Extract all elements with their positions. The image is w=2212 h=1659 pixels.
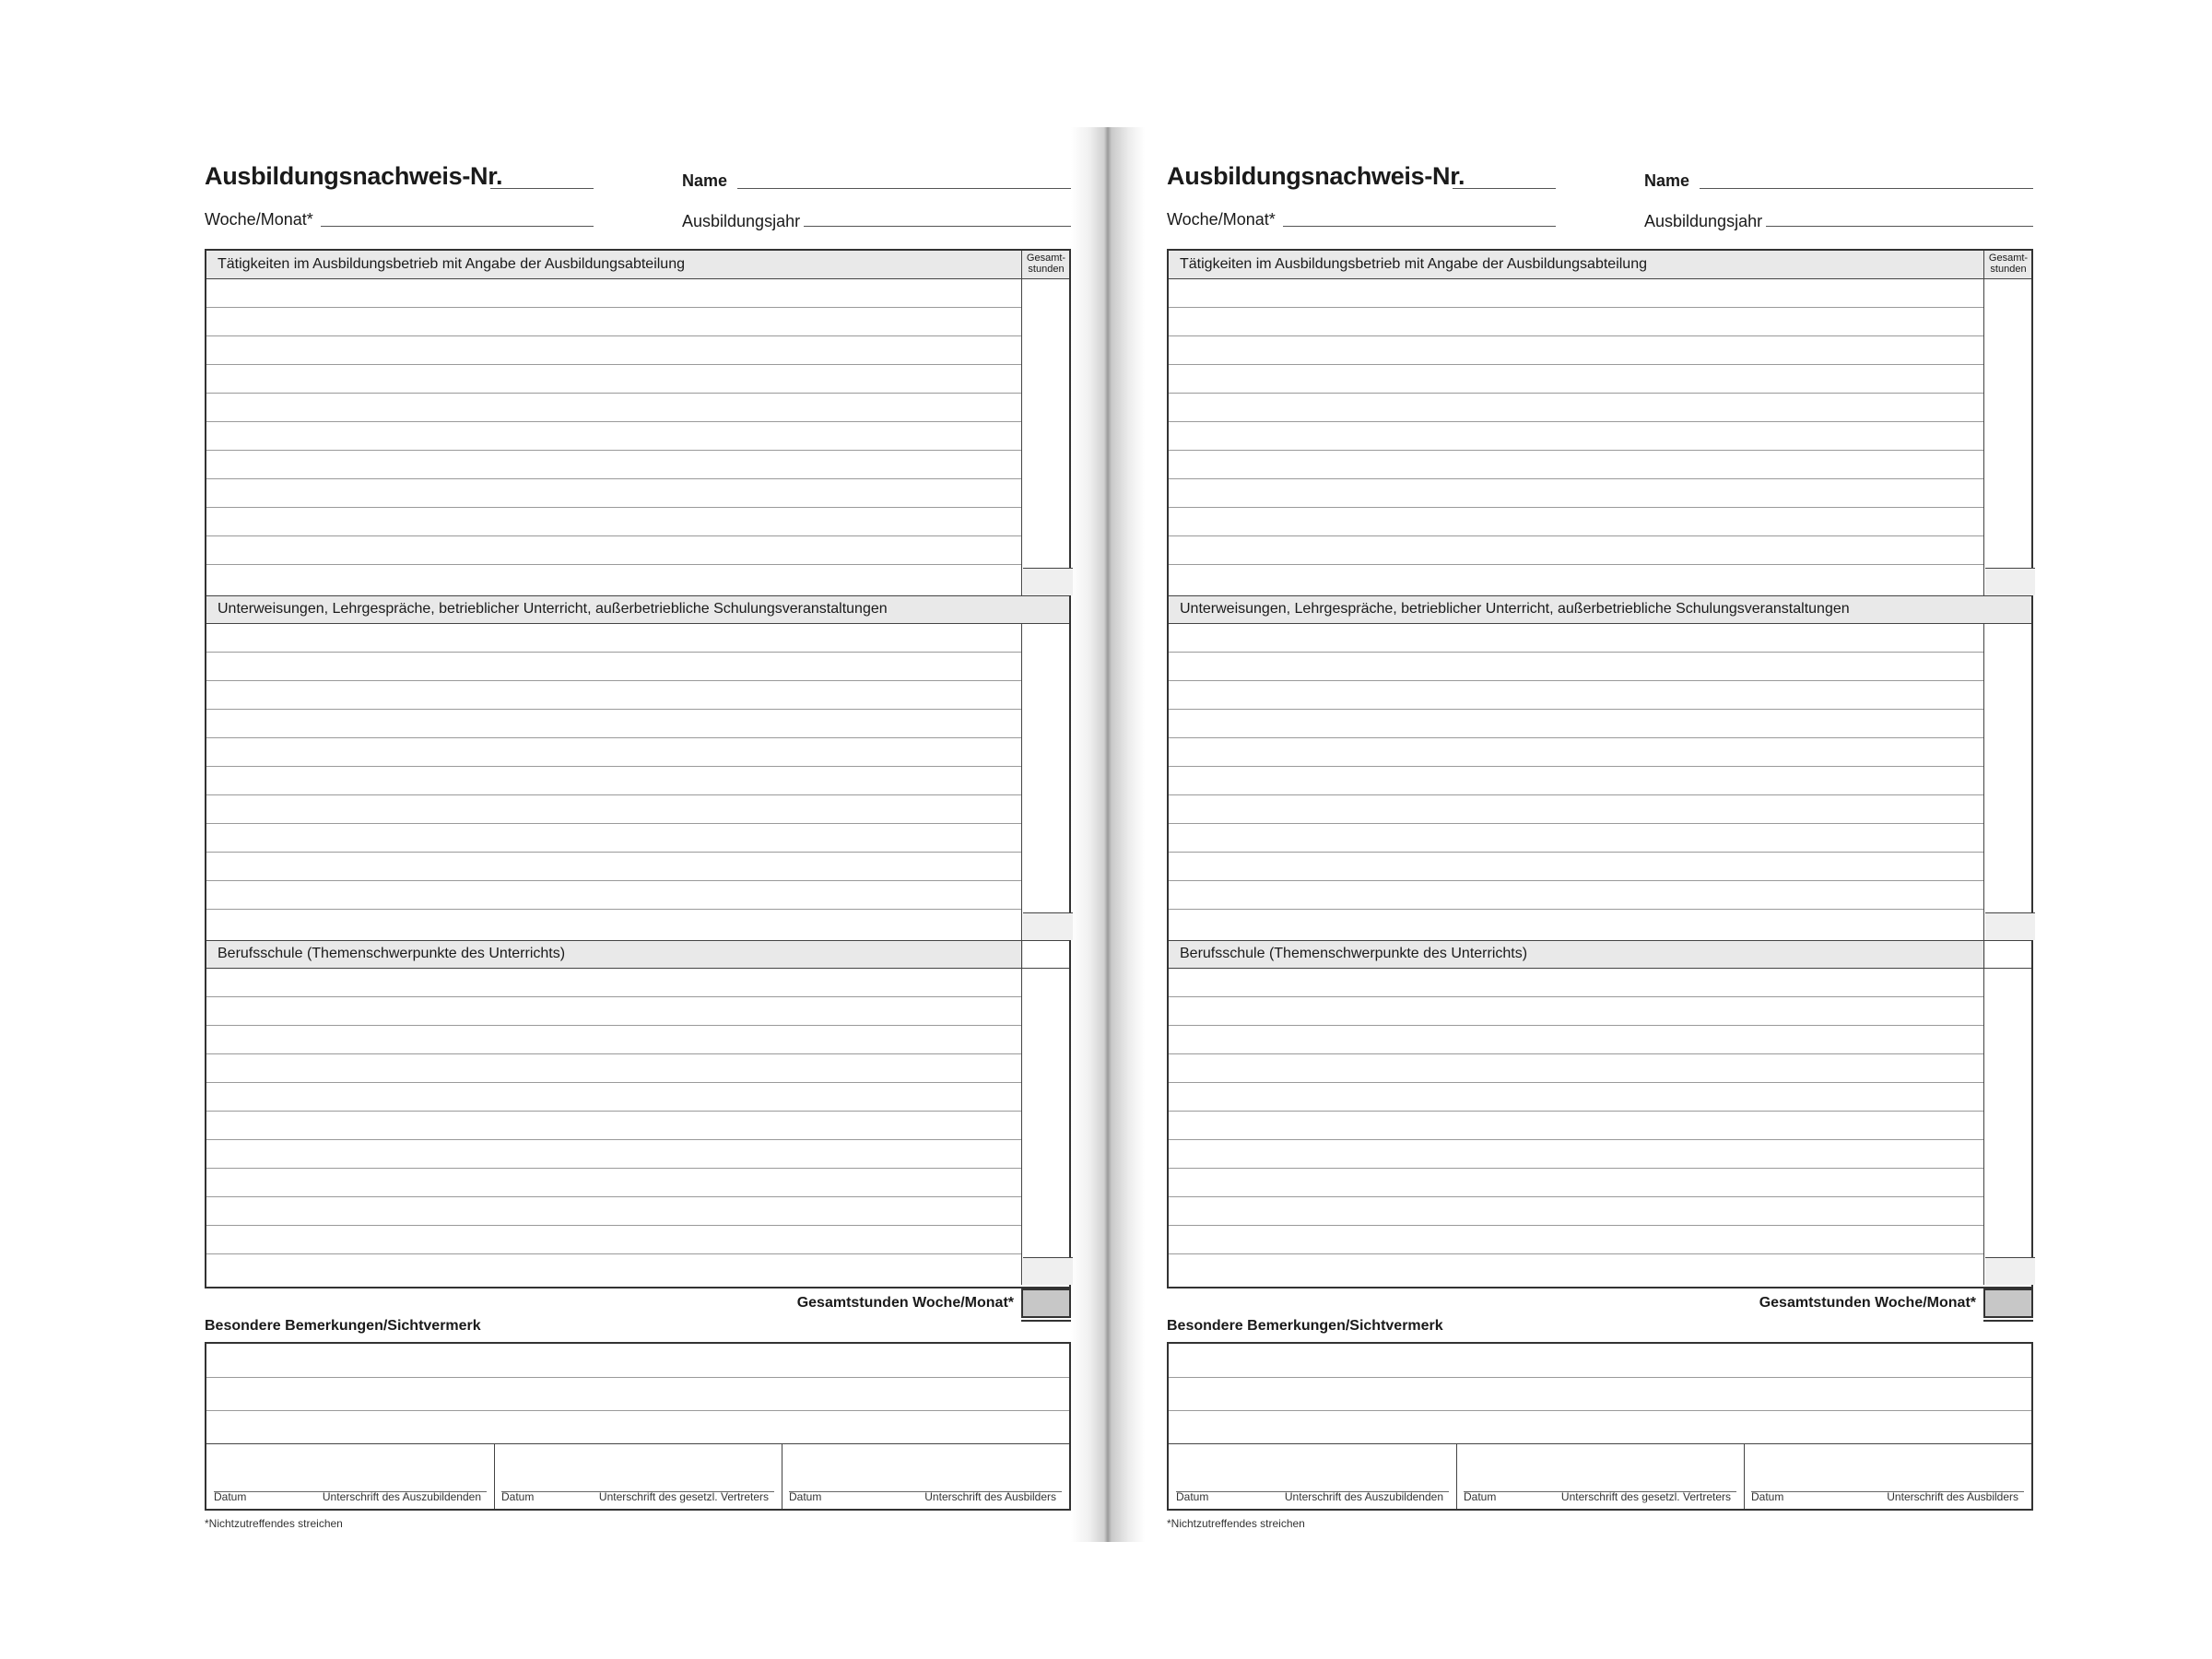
name-field[interactable] (737, 188, 1071, 189)
writing-line[interactable] (206, 737, 1021, 738)
total-hours-label: Gesamtstunden Woche/Monat* (796, 1295, 1014, 1311)
section-hours-cell[interactable] (1985, 623, 2031, 912)
writing-line[interactable] (1169, 1053, 1983, 1054)
section-hours-cell[interactable] (1985, 278, 2031, 568)
signature-role-label: Unterschrift des Auszubildenden (322, 1490, 481, 1503)
writing-line[interactable] (1169, 307, 1983, 308)
writing-line[interactable] (1169, 852, 1983, 853)
writing-line[interactable] (206, 880, 1021, 881)
writing-line[interactable] (1169, 823, 1983, 824)
writing-line[interactable] (206, 1139, 1021, 1140)
remarks-line[interactable] (206, 1410, 1069, 1411)
signature-date-label: Datum (1464, 1490, 1497, 1503)
signature-date-label: Datum (501, 1490, 535, 1503)
section-heading-company: Tätigkeiten im Ausbildungsbetrieb mit Angabe der Ausbildungsabteilung (1169, 251, 1985, 278)
writing-line[interactable] (206, 535, 1021, 536)
signature-date-label: Datum (1176, 1490, 1209, 1503)
writing-line[interactable] (206, 652, 1021, 653)
total-hours-field[interactable] (1021, 1288, 1071, 1318)
signature-date-label: Datum (789, 1490, 822, 1503)
writing-line[interactable] (206, 996, 1021, 997)
writing-line[interactable] (206, 1225, 1021, 1226)
writing-line[interactable] (206, 709, 1021, 710)
report-page-right (1167, 0, 2033, 1659)
writing-line[interactable] (206, 307, 1021, 308)
page-title: Ausbildungsnachweis-Nr. (1167, 162, 1465, 190)
writing-line[interactable] (1169, 1111, 1983, 1112)
page-title: Ausbildungsnachweis-Nr. (205, 162, 503, 190)
writing-line[interactable] (206, 478, 1021, 479)
section-hours-cell[interactable] (1023, 968, 1069, 1257)
training-year-field[interactable] (804, 226, 1071, 227)
section-subtotal-cell[interactable] (1985, 568, 2035, 595)
signature-role-label: Unterschrift des Ausbilders (924, 1490, 1056, 1503)
activity-table (1167, 249, 2033, 1288)
footnote: *Nichtzutreffendes streichen (205, 1517, 343, 1530)
writing-line[interactable] (206, 1111, 1021, 1112)
writing-line[interactable] (1169, 450, 1983, 451)
section-hours-cell[interactable] (1023, 278, 1069, 568)
signature-role-label: Unterschrift des gesetzl. Vertreters (1560, 1490, 1731, 1503)
section-heading-company: Tätigkeiten im Ausbildungsbetrieb mit Angabe der Ausbildungsabteilung (206, 251, 1023, 278)
writing-line[interactable] (1169, 737, 1983, 738)
hours-column-header: Gesamt- stunden (1985, 251, 2031, 278)
writing-line[interactable] (206, 1053, 1021, 1054)
week-month-field[interactable] (321, 226, 594, 227)
writing-line[interactable] (206, 823, 1021, 824)
section-hours-cell[interactable] (1985, 968, 2031, 1257)
writing-line[interactable] (1169, 909, 1983, 910)
writing-line[interactable] (206, 1025, 1021, 1026)
signature-date-label: Datum (214, 1490, 247, 1503)
section-subtotal-cell[interactable] (1985, 912, 2035, 940)
signature-role-label: Unterschrift des gesetzl. Vertreters (598, 1490, 769, 1503)
writing-line[interactable] (206, 507, 1021, 508)
writing-line[interactable] (206, 766, 1021, 767)
writing-line[interactable] (1169, 1225, 1983, 1226)
section-subtotal-cell[interactable] (1023, 568, 1073, 595)
writing-line[interactable] (1169, 421, 1983, 422)
writing-line[interactable] (206, 335, 1021, 336)
section-heading-instruction: Unterweisungen, Lehrgespräche, betrieblicher Unterricht, außerbetriebliche Schulungsveranstaltungen (206, 595, 1069, 623)
writing-line[interactable] (1169, 364, 1983, 365)
writing-line[interactable] (1169, 680, 1983, 681)
signature-role-label: Unterschrift des Auszubildenden (1284, 1490, 1443, 1503)
remarks-line[interactable] (1169, 1377, 2031, 1378)
writing-line[interactable] (1169, 535, 1983, 536)
writing-line[interactable] (1169, 335, 1983, 336)
hours-column-header: Gesamt- stunden (1023, 251, 1069, 278)
writing-line[interactable] (206, 450, 1021, 451)
report-number-field[interactable] (490, 188, 594, 189)
writing-line[interactable] (1169, 709, 1983, 710)
writing-line[interactable] (206, 909, 1021, 910)
total-hours-field[interactable] (1983, 1288, 2033, 1318)
writing-line[interactable] (206, 794, 1021, 795)
training-year-label: Ausbildungsjahr (1644, 212, 1763, 230)
writing-line[interactable] (206, 1168, 1021, 1169)
report-page-left (205, 0, 1071, 1659)
signature-role-label: Unterschrift des Ausbilders (1887, 1490, 2018, 1503)
writing-line[interactable] (1169, 1139, 1983, 1140)
writing-line[interactable] (1169, 393, 1983, 394)
writing-line[interactable] (1169, 1082, 1983, 1083)
writing-line[interactable] (1169, 1253, 1983, 1254)
writing-line[interactable] (206, 852, 1021, 853)
writing-line[interactable] (206, 421, 1021, 422)
writing-line[interactable] (1169, 652, 1983, 653)
writing-line[interactable] (1169, 1168, 1983, 1169)
writing-line[interactable] (1169, 880, 1983, 881)
activity-table (205, 249, 1071, 1288)
section-heading-school: Berufsschule (Themenschwerpunkte des Unterrichts) (1169, 940, 1985, 968)
section-subtotal-cell[interactable] (1023, 912, 1073, 940)
section-heading-instruction: Unterweisungen, Lehrgespräche, betrieblicher Unterricht, außerbetriebliche Schulungsveranstaltungen (1169, 595, 2031, 623)
name-label: Name (682, 171, 728, 190)
remarks-label: Besondere Bemerkungen/Sichtvermerk (1167, 1318, 1443, 1334)
writing-line[interactable] (1169, 996, 1983, 997)
book-gutter (1071, 127, 1145, 1542)
footnote: *Nichtzutreffendes streichen (1167, 1517, 1305, 1530)
signature-date-label: Datum (1751, 1490, 1784, 1503)
name-field[interactable] (1700, 188, 2033, 189)
section-hours-cell[interactable] (1023, 623, 1069, 912)
writing-line[interactable] (1169, 1025, 1983, 1026)
writing-line[interactable] (206, 393, 1021, 394)
training-year-label: Ausbildungsjahr (682, 212, 801, 230)
week-month-label: Woche/Monat* (205, 210, 313, 229)
section-subtotal-cell[interactable] (1985, 1257, 2035, 1285)
name-label: Name (1644, 171, 1690, 190)
writing-line[interactable] (206, 1196, 1021, 1197)
total-hours-label: Gesamtstunden Woche/Monat* (1759, 1295, 1976, 1311)
report-number-field[interactable] (1453, 188, 1556, 189)
week-month-field[interactable] (1283, 226, 1556, 227)
training-year-field[interactable] (1766, 226, 2033, 227)
writing-line[interactable] (1169, 766, 1983, 767)
writing-line[interactable] (206, 1082, 1021, 1083)
remarks-line[interactable] (1169, 1410, 2031, 1411)
writing-line[interactable] (206, 1253, 1021, 1254)
writing-line[interactable] (206, 680, 1021, 681)
remarks-box (205, 1342, 1071, 1511)
remarks-line[interactable] (206, 1377, 1069, 1378)
writing-line[interactable] (1169, 564, 1983, 565)
week-month-label: Woche/Monat* (1167, 210, 1276, 229)
remarks-box (1167, 1342, 2033, 1511)
section-subtotal-cell[interactable] (1023, 1257, 1073, 1285)
writing-line[interactable] (1169, 1196, 1983, 1197)
writing-line[interactable] (206, 364, 1021, 365)
writing-line[interactable] (1169, 478, 1983, 479)
writing-line[interactable] (1169, 507, 1983, 508)
writing-line[interactable] (1169, 794, 1983, 795)
remarks-label: Besondere Bemerkungen/Sichtvermerk (205, 1318, 481, 1334)
writing-line[interactable] (206, 564, 1021, 565)
section-heading-school: Berufsschule (Themenschwerpunkte des Unterrichts) (206, 940, 1023, 968)
